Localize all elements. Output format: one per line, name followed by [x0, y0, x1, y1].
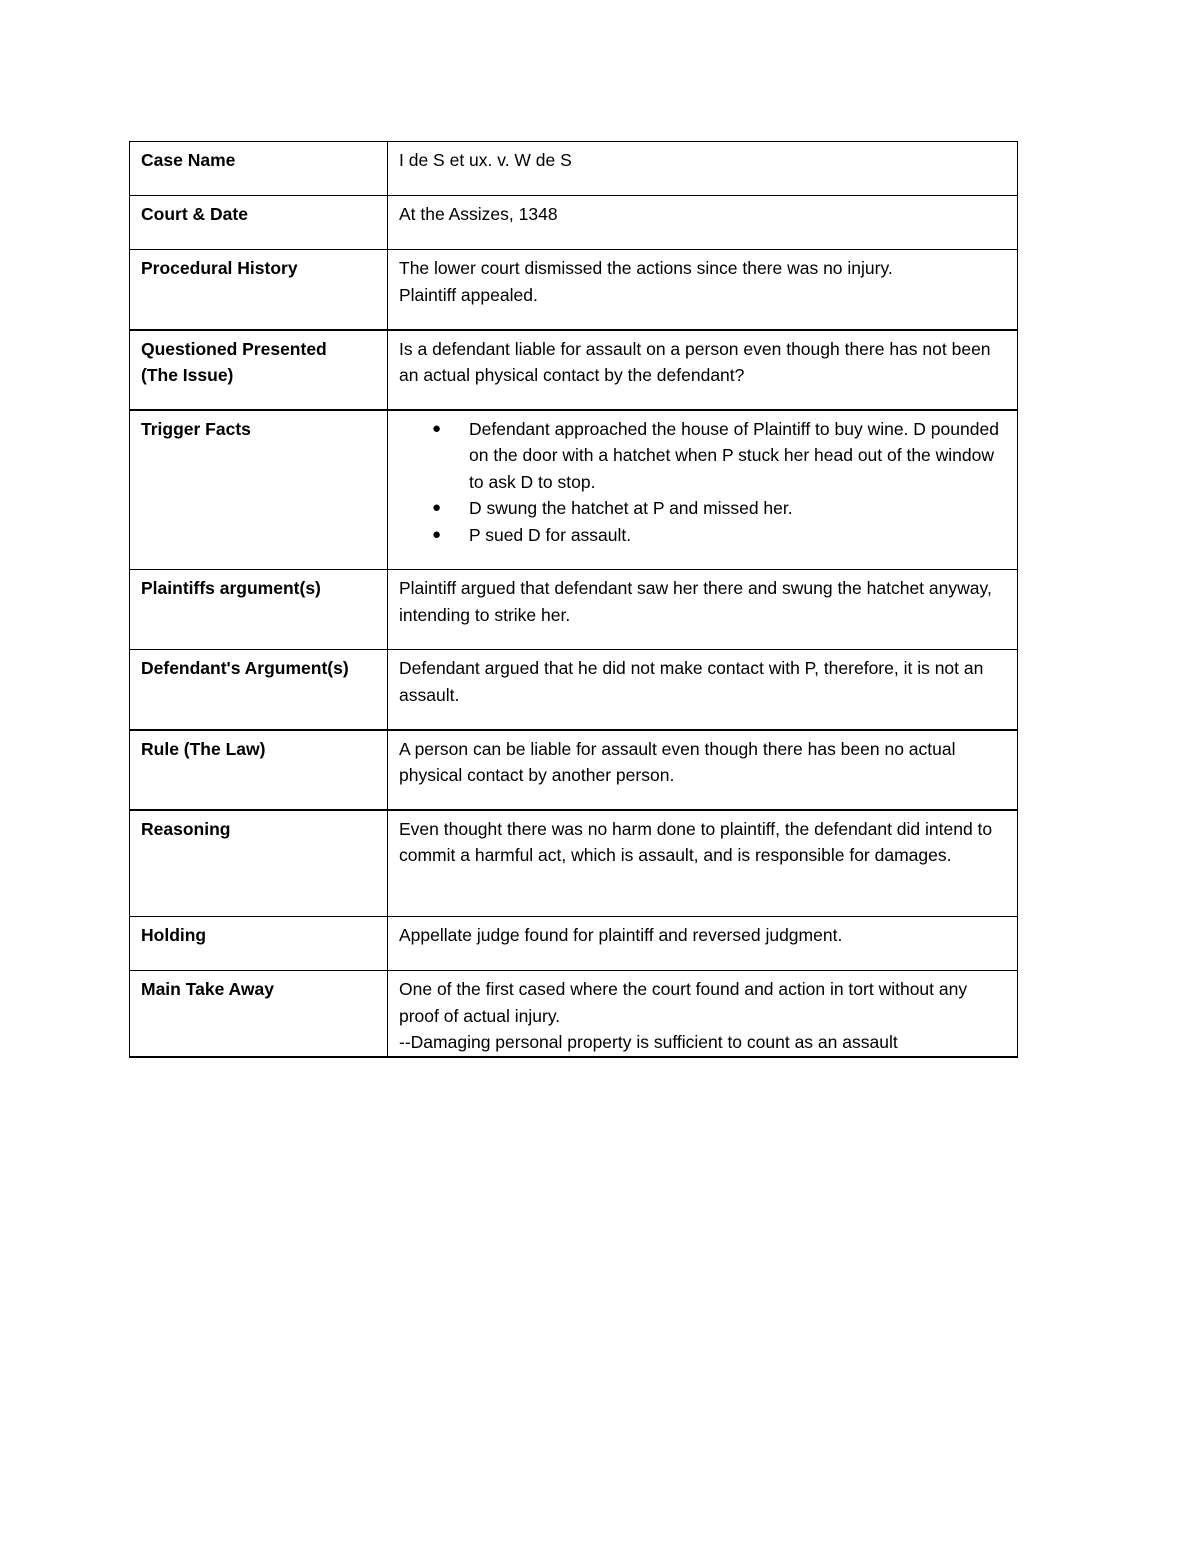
row-value: Even thought there was no harm done to plaintiff, the defendant did intend to commit a harmful act, which is assault, and is responsible for damages.: [388, 810, 1018, 917]
trigger-facts-list: [399, 416, 1007, 549]
row-value: At the Assizes, 1348: [388, 196, 1018, 250]
list-item-text: D swung the hatchet at P and missed her.: [469, 498, 793, 518]
value-line: One of the first cased where the court found and action in tort without any proof of actual injury.: [399, 979, 968, 1026]
row-label: Plaintiffs argument(s): [130, 570, 388, 650]
row-value: Is a defendant liable for assault on a person even though there has not been an actual physical contact by the defendant?: [388, 330, 1018, 410]
case-brief-table: [129, 141, 1018, 1058]
table-row-plaintiff-argument: [130, 570, 1018, 650]
row-label: Defendant's Argument(s): [130, 650, 388, 730]
bullet-icon: ●: [432, 525, 442, 543]
label-line: (The Issue): [141, 365, 234, 385]
row-label: Case Name: [130, 142, 388, 196]
row-label: [130, 330, 388, 410]
list-item-text: P sued D for assault.: [469, 524, 632, 545]
list-item: [432, 416, 1007, 496]
row-label: Reasoning: [130, 810, 388, 917]
label-line: Questioned Presented: [141, 338, 327, 359]
row-value: Appellate judge found for plaintiff and reversed judgment.: [388, 917, 1018, 971]
bullet-icon: ●: [432, 419, 442, 437]
table-row-question-presented: [130, 330, 1018, 410]
table-row-reasoning: [130, 810, 1018, 917]
row-label: Main Take Away: [130, 971, 388, 1057]
row-value: Defendant argued that he did not make contact with P, therefore, it is not an assault.: [388, 650, 1018, 730]
row-value: Plaintiff argued that defendant saw her there and swung the hatchet anyway, intending to strike her.: [388, 570, 1018, 650]
table-row-case-name: [130, 142, 1018, 196]
table-row-defendant-argument: [130, 650, 1018, 730]
row-value: [388, 410, 1018, 570]
row-value: A person can be liable for assault even though there has been no actual physical contact by another person.: [388, 730, 1018, 810]
row-label: Court & Date: [130, 196, 388, 250]
row-value: [388, 250, 1018, 330]
row-label: Trigger Facts: [130, 410, 388, 570]
table-row-main-take-away: [130, 971, 1018, 1057]
table-row-holding: [130, 917, 1018, 971]
table-row-court-date: [130, 196, 1018, 250]
table-row-trigger-facts: [130, 410, 1018, 570]
value-line: The lower court dismissed the actions since there was no injury.: [399, 258, 893, 278]
row-label: Rule (The Law): [130, 730, 388, 810]
table-row-procedural-history: [130, 250, 1018, 330]
list-item-text: Defendant approached the house of Plaintiff to buy wine. D pounded on the door with a hatchet when P stuck her head out of the window to ask D to stop.: [469, 418, 999, 492]
row-label: Procedural History: [130, 250, 388, 330]
list-item: [432, 495, 1007, 522]
table-row-rule: [130, 730, 1018, 810]
value-line: --Damaging personal property is sufficient to count as an assault: [399, 1032, 898, 1052]
row-value: [388, 971, 1018, 1057]
bullet-icon: ●: [432, 499, 442, 516]
row-value: I de S et ux. v. W de S: [388, 142, 1018, 196]
row-label: Holding: [130, 917, 388, 971]
value-line: Plaintiff appealed.: [399, 284, 538, 305]
list-item: [432, 522, 1007, 549]
